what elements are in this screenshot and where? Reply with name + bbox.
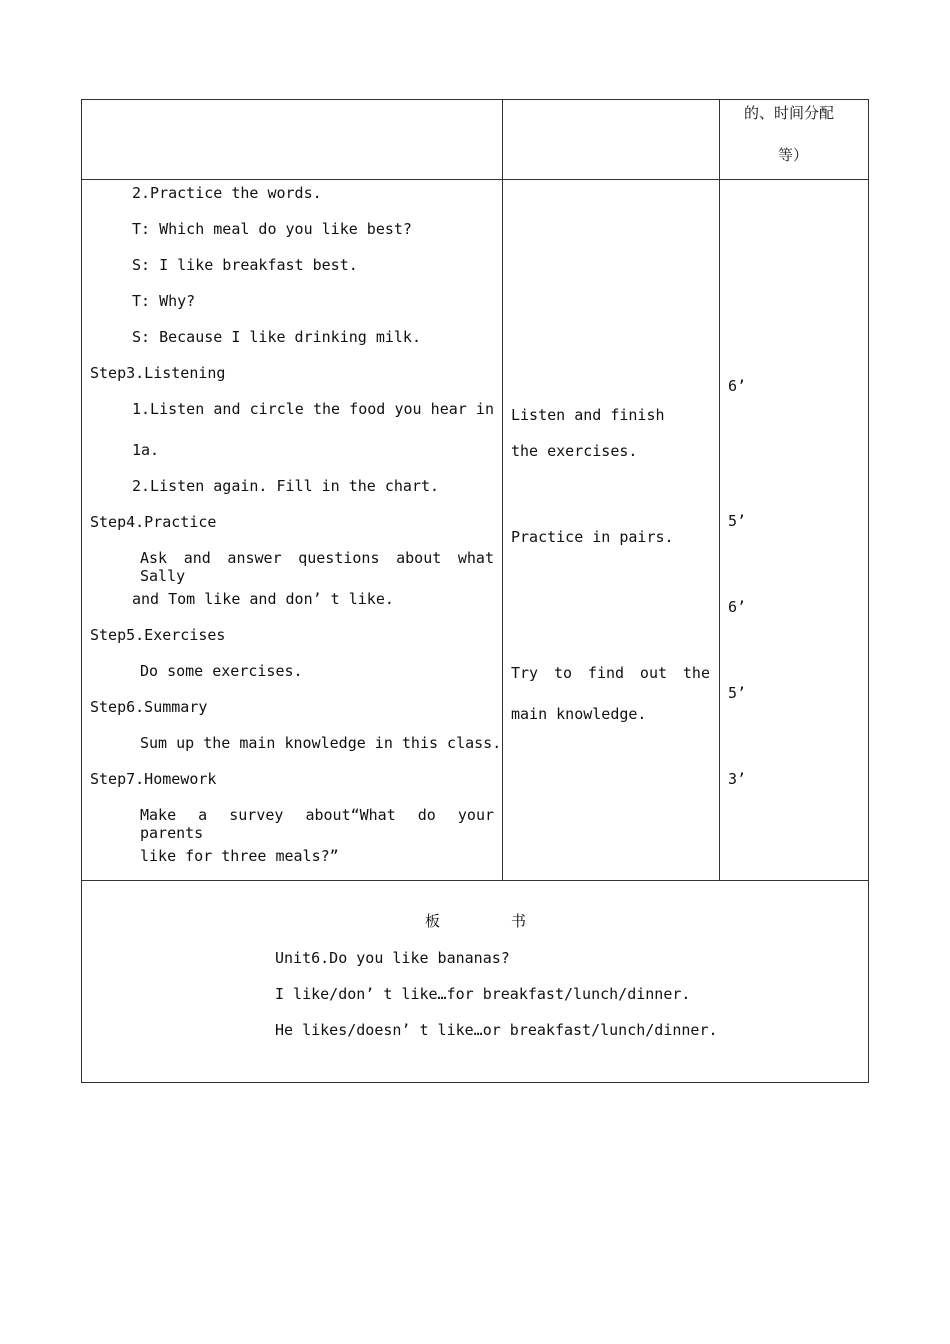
procedure-line: Sum up the main knowledge in this class. xyxy=(140,734,502,752)
time-value: 5’ xyxy=(728,684,747,702)
step-heading: Step5.Exercises xyxy=(90,626,226,644)
step-heading: Step4.Practice xyxy=(90,513,217,531)
col-divider-1 xyxy=(502,99,503,881)
procedure-line: S: I like breakfast best. xyxy=(132,256,358,274)
board-line: Unit6.Do you like bananas? xyxy=(275,949,510,967)
activity-line: the exercises. xyxy=(511,442,638,460)
board-title-char2: 书 xyxy=(511,912,527,930)
procedure-line: and Tom like and don’ t like. xyxy=(132,590,394,608)
col-divider-2 xyxy=(719,99,720,881)
header-cell-line2: 等） xyxy=(778,146,809,164)
step-heading: Step7.Homework xyxy=(90,770,217,788)
procedure-line: like for three meals?” xyxy=(140,847,339,865)
procedure-line: 2.Listen again. Fill in the chart. xyxy=(132,477,440,495)
step-heading: Step6.Summary xyxy=(90,698,208,716)
procedure-line: Make a survey about“What do your parents xyxy=(140,806,494,842)
procedure-line: Ask and answer questions about what Sally xyxy=(140,549,494,585)
time-value: 5’ xyxy=(728,512,747,530)
board-title-char1: 板 xyxy=(425,912,441,930)
time-value: 3’ xyxy=(728,770,747,788)
procedure-line: T: Which meal do you like best? xyxy=(132,220,412,238)
time-value: 6’ xyxy=(728,377,747,395)
procedure-line: 1.Listen and circle the food you hear in xyxy=(132,400,494,418)
procedure-line: 2.Practice the words. xyxy=(132,184,322,202)
procedure-line: Do some exercises. xyxy=(140,662,303,680)
procedure-line: T: Why? xyxy=(132,292,196,310)
step-heading: Step3.Listening xyxy=(90,364,226,382)
activity-line: Practice in pairs. xyxy=(511,528,674,546)
board-line: I like/don’ t like…for breakfast/lunch/dinner. xyxy=(275,985,691,1003)
header-cell-line1: 的、时间分配 xyxy=(744,104,835,122)
procedure-line: S: Because I like drinking milk. xyxy=(132,328,421,346)
row-divider-header xyxy=(81,179,869,180)
time-value: 6’ xyxy=(728,598,747,616)
activity-line: Try to find out the xyxy=(511,664,710,682)
activity-line: Listen and finish xyxy=(511,406,665,424)
procedure-line: 1a. xyxy=(132,441,160,459)
row-divider-board xyxy=(81,880,869,881)
board-line: He likes/doesn’ t like…or breakfast/lunch/dinner. xyxy=(275,1021,718,1039)
activity-line: main knowledge. xyxy=(511,705,647,723)
